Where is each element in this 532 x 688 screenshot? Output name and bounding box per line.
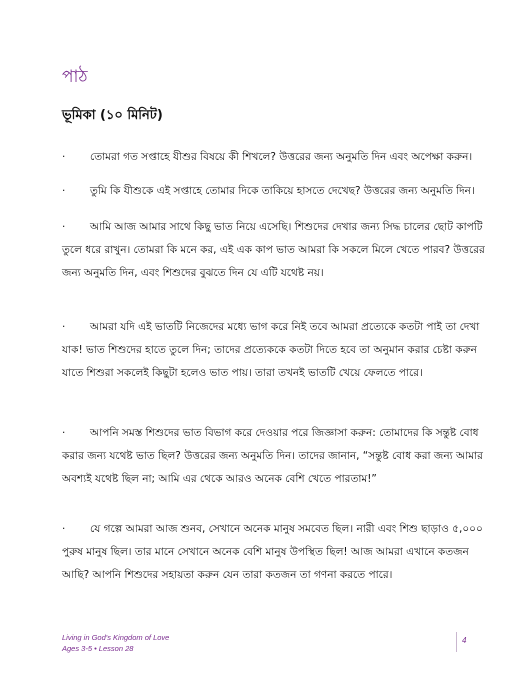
list-item: [62, 316, 486, 385]
footer-lesson-info: Ages 3-5 • Lesson 28: [62, 644, 134, 653]
list-item: [62, 216, 486, 285]
list-item: [62, 146, 486, 169]
list-item: [62, 180, 486, 203]
lesson-heading: পাঠ: [62, 67, 88, 87]
paragraph-text: আপনি সমস্ত শিশুদের ভাত বিভাগ করে দেওয়ার পরে জিজ্ঞাসা করুন: তোমাদের কি সন্তুষ্ট বোধ করার জন্য যথেষ্ট ভাত ছিল? উত্তরের জন্য অনুমতি দিন। তাদের জানান, “সন্তুষ্ট বোধ করা জন্য আমার অবশ্যই যথেষ্ট ছিল না; আমি এর থেকে আরও অনেক বেশি খেতে পারতাম!”: [62, 427, 483, 485]
bullet-icon: ·: [62, 151, 66, 163]
footer: [62, 632, 169, 654]
paragraph-text: তোমরা গত সপ্তাহে যীশুর বিষয়ে কী শিখলে? উত্তরের জন্য অনুমতি দিন এবং অপেক্ষা করুন।: [90, 151, 473, 163]
paragraph-text: যে গল্পে আমরা আজ শুনব, সেখানে অনেক মানুষ সমবেত ছিল। নারী এবং শিশু ছাড়াও ৫,০০০ পুরুষ মানুষ ছিল। তার মানে সেখানে অনেক বেশি মানুষ উপস্থিত ছিল! আজ আমরা এখানে কতজন আছি? আপনি শিশুদের সহায়তা করুন যেন তারা কতজন তা গণনা করতে পারে।: [62, 523, 483, 581]
paragraph-text: আমরা যদি এই ভাতটি নিজেদের মধ্যে ভাগ করে নিই তবে আমরা প্রত্যেকে কতটা পাই তা দেখা যাক! ভাত শিশুদের হাতে তুলে দিন; তাদের প্রত্যেককে কতটা দিতে হবে তা অনুমান করার চেষ্টা করুন যাতে শিশুরা সকলেই কিছুটা হলেও ভাত পায়। তারা তখনই ভাতটি খেয়ে ফেলতে পারে।: [62, 321, 480, 379]
paragraph-text: তুমি কি যীশুকে এই সপ্তাহে তোমার দিকে তাকিয়ে হাসতে দেখেছ? উত্তরের জন্য অনুমতি দিন।: [90, 185, 475, 197]
footer-series-title: Living in God's Kingdom of Love: [62, 633, 170, 642]
bullet-icon: ·: [62, 523, 66, 535]
page-number: 4: [462, 636, 467, 645]
bullet-icon: ·: [62, 221, 66, 233]
bullet-icon: ·: [62, 427, 66, 439]
list-item: [62, 518, 486, 587]
paragraph-text: আমি আজ আমার সাথে কিছু ভাত নিয়ে এসেছি। শিশুদের দেখার জন্য সিদ্ধ চালের ছোট কাপটি তুলে ধরে রাখুন। তোমরা কি মনে কর, এই এক কাপ ভাত আমরা কি সকলে মিলে খেতে পারব? উত্তরের জন্য অনুমতি দিন, এবং শিশুদের বুঝতে দিন যে এটি যথেষ্ট নয়।: [62, 221, 485, 279]
list-item: [62, 422, 486, 491]
bullet-icon: ·: [62, 321, 66, 333]
bullet-icon: ·: [62, 185, 66, 197]
footer-divider: [456, 632, 457, 652]
section-title: ভূমিকা (১০ মিনিট): [62, 108, 163, 123]
